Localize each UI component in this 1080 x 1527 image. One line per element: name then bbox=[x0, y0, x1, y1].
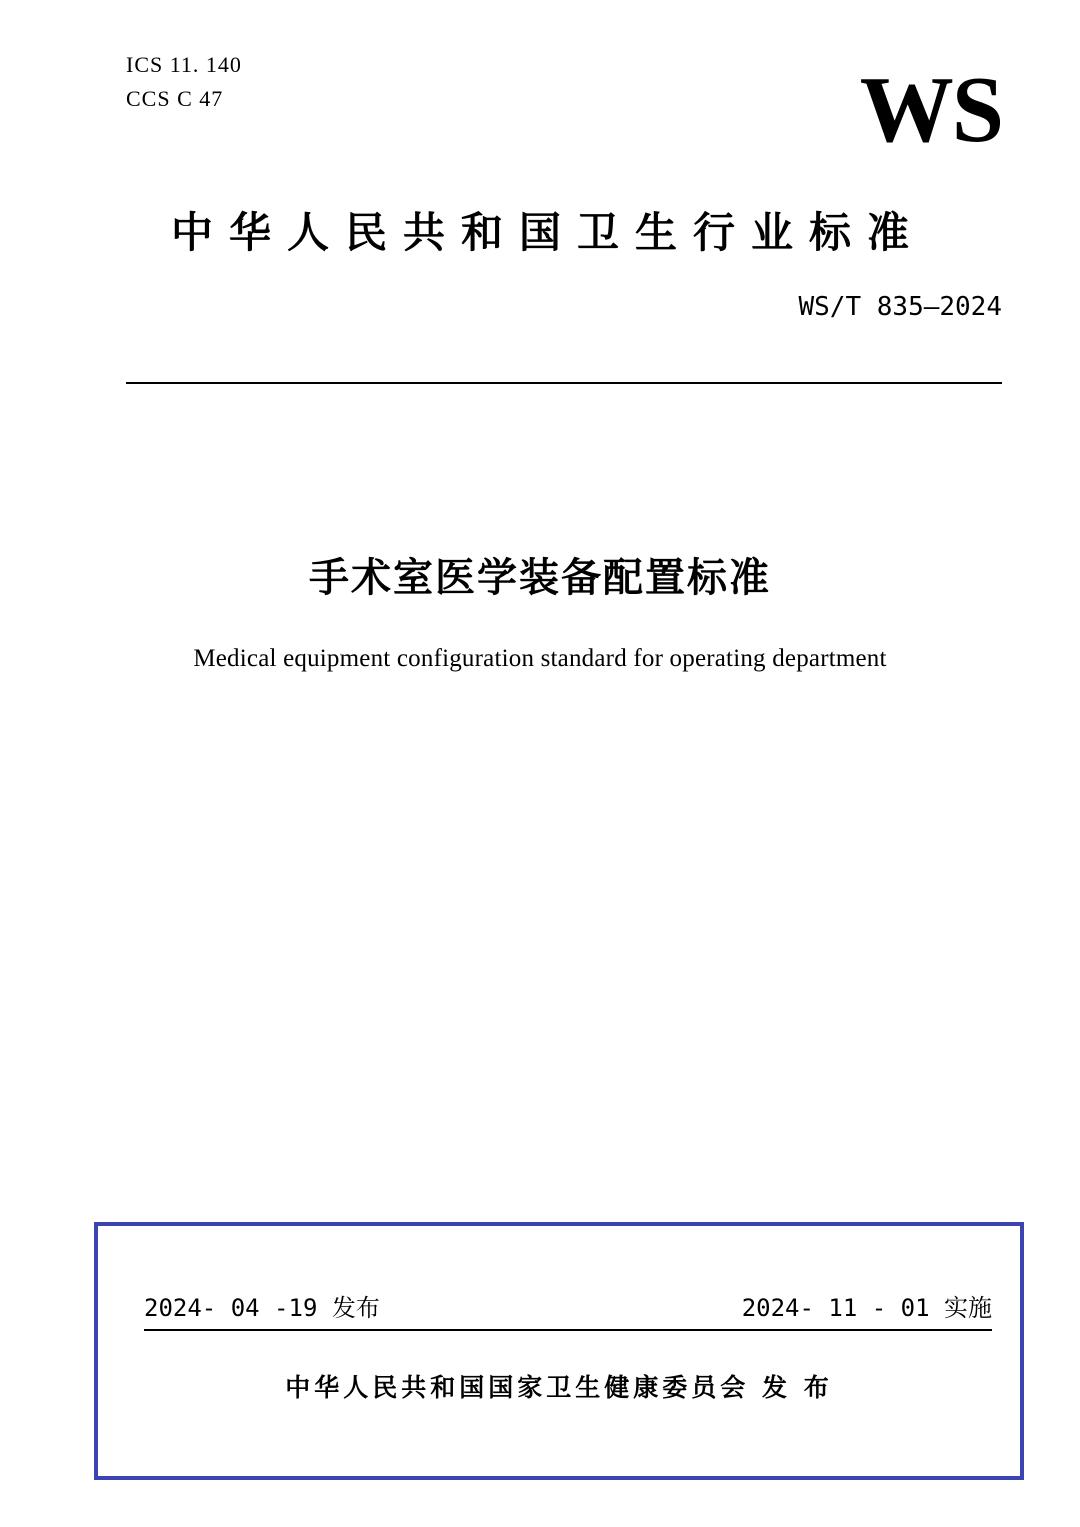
national-standard-title: 中华人民共和国卫生行业标准 bbox=[170, 208, 925, 257]
standard-number: WS/T 835—2024 bbox=[798, 292, 1002, 322]
ccs-code: CCS C 47 bbox=[126, 86, 224, 111]
ics-code: ICS 11. 140 bbox=[126, 52, 242, 77]
classification-codes bbox=[126, 48, 242, 116]
issuing-authority: 中华人民共和国国家卫生健康委员会 发 布 bbox=[285, 1373, 833, 1402]
publish-date: 2024- 04 -19 发布 bbox=[144, 1294, 380, 1322]
ws-logo: WS bbox=[859, 58, 1002, 162]
header-divider bbox=[126, 382, 1002, 384]
issue-information-box bbox=[94, 1222, 1024, 1480]
document-title-chinese: 手术室医学装备配置标准 bbox=[309, 555, 771, 601]
issue-dates-row bbox=[144, 1288, 992, 1331]
implementation-date: 2024- 11 - 01 实施 bbox=[741, 1294, 992, 1322]
document-title-english: Medical equipment configuration standard for operating department bbox=[193, 645, 887, 672]
